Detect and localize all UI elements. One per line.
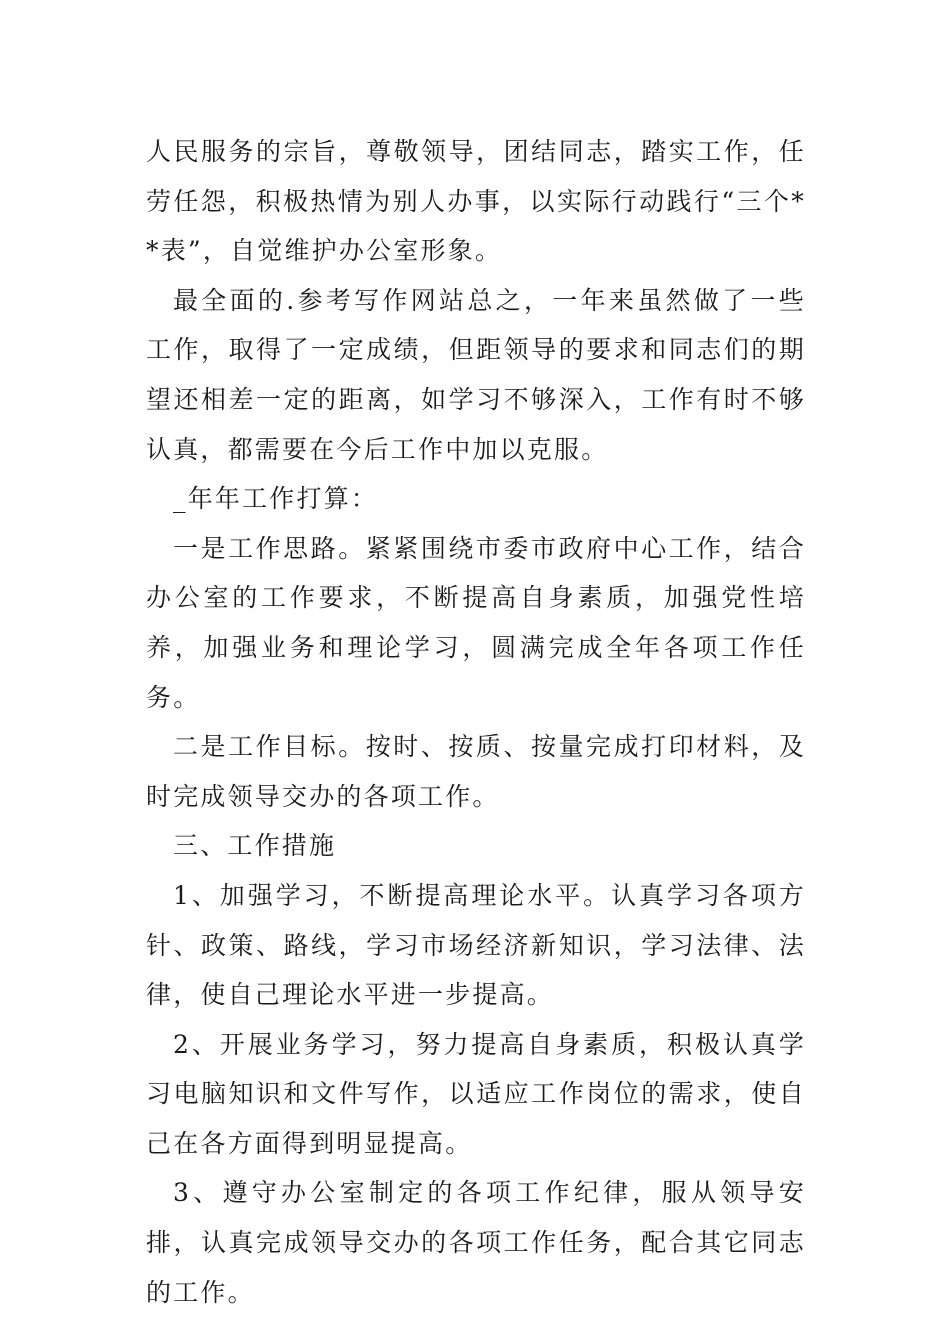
paragraph-1: 人民服务的宗旨，尊敬领导，团结同志，踏实工作，任劳任怨，积极热情为别人办事，以实际行动践行“三个**表”，自觉维护办公室形象。	[146, 137, 806, 266]
paragraph-4: 一是工作思路。紧紧围绕市委市政府中心工作，结合办公室的工作要求，不断提高自身素质，加强党性培养，加强业务和理论学习，圆满完成全年各项工作任务。	[146, 533, 806, 712]
document-body	[146, 127, 806, 1317]
paragraph-5: 二是工作目标。按时、按质、按量完成打印材料，及时完成领导交办的各项工作。	[146, 732, 806, 811]
paragraph-2: 最全面的.参考写作网站总之，一年来虽然做了一些工作，取得了一定成绩，但距领导的要求和同志们的期望还相差一定的距离，如学习不够深入，工作有时不够认真，都需要在今后工作中加以克服。	[146, 285, 806, 464]
list-item-1: 1、加强学习，不断提高理论水平。认真学习各项方针、政策、路线，学习市场经济新知识，学习法律、法律，使自己理论水平进一步提高。	[146, 880, 806, 1010]
list-item-3: 3、遵守办公室制定的各项工作纪律，服从领导安排，认真完成领导交办的各项工作任务，配合其它同志的工作。	[146, 1178, 806, 1307]
paragraph-3: _年年工作打算：	[173, 484, 379, 514]
section-heading: 三、工作措施	[173, 831, 337, 861]
list-item-2: 2、开展业务学习，努力提高自身素质，积极认真学习电脑知识和文件写作，以适应工作岗位的需求，使自己在各方面得到明显提高。	[146, 1029, 806, 1158]
